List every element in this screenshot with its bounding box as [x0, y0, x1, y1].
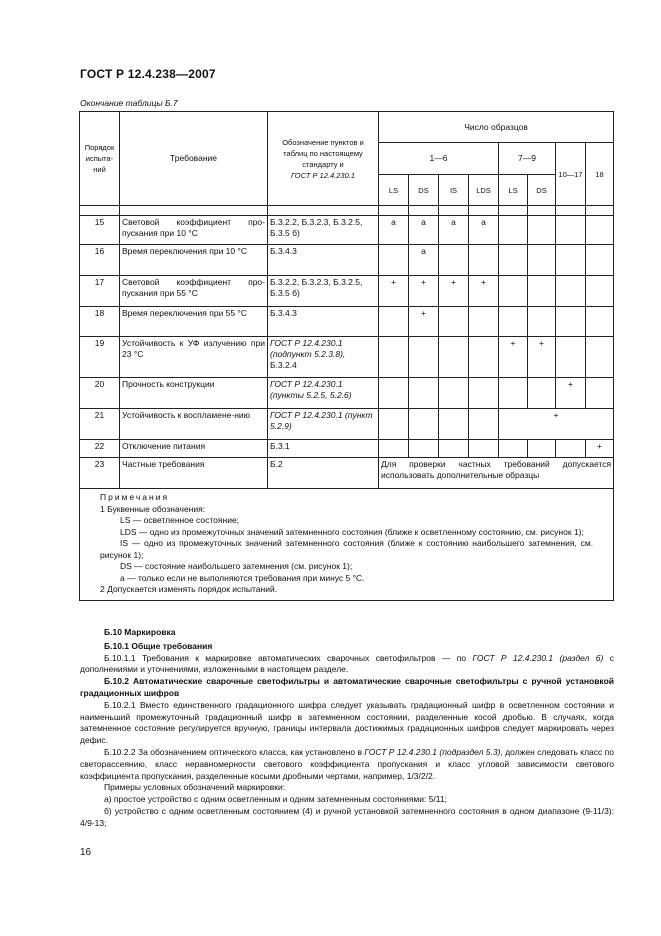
- header-group-10-17: 10—17: [556, 143, 586, 206]
- header-ds-2: DS: [528, 175, 556, 206]
- table-row: 21 Устойчивость к воспламене-нию ГОСТ Р 12.4.230.1 (пункт 5.2.9) +: [80, 409, 614, 440]
- header-ls: LS: [379, 175, 409, 206]
- table-row: 15 Световой коэффициент про-пускания при 10 °С Б.3.2.2, Б.3.2.3, Б.3.2.5, Б.3.5 б) а а а а: [80, 216, 614, 245]
- header-is: IS: [439, 175, 469, 206]
- header-reference-std: ГОСТ Р 12.4.230.1: [290, 170, 356, 180]
- table-row: 16 Время переключения при 10 °С Б.3.4.3 а: [80, 245, 614, 276]
- paragraph: а) простое устройство с одним осветленным и одним затемненным состояниями: 5/11;: [104, 794, 447, 805]
- header-lds: LDS: [469, 175, 499, 206]
- paragraph: Примеры условных обозначений маркировки:: [104, 782, 286, 793]
- header-requirement: Требование: [120, 112, 268, 206]
- header-ds: DS: [409, 175, 439, 206]
- header-reference-text: Обозначение пунктов и таблиц по настоящему стандарту и: [282, 137, 364, 169]
- paragraph: б) устройство с одним осветленным состоянием (4) и ручной установкой затемненного состояния в одном диапазоне (9-11/3): 4/9-13;: [80, 805, 614, 828]
- notes-line: IS — одно из промежуточных значений затемненного состояния (ближе к состоянию наибольшего затемнения, см. рисунок 1);: [100, 538, 594, 560]
- table-row: 19 Устойчивость к УФ излучению при 23 °С ГОСТ Р 12.4.230.1 (подпункт 5.2.3.8), Б.3.2.4 + +: [80, 337, 614, 378]
- paragraph: Б.10.1.1 Требования к маркировке автоматических сварочных светофильтров — по ГОСТ Р 12.4.230.1 (раздел 6) с дополнениями и уточнениями, изложенными в настоящем разделе.: [80, 652, 614, 675]
- paragraph: Б.10.2.1 Вместо единственного градационного шифра следует указывать градационный шифр в осветленном состоянии и наименьший промежуточный градационный шифр в затемненном состоянии, разделенные косой дробью. В случаях, когда затемненное состояние регулируется вручную, границы интервала достижимых градационных шифров следует маркировать через дефис.: [80, 699, 614, 746]
- paragraph: Б.10.2.2 За обозначением оптического класса, как установлено в ГОСТ Р 12.4.230.1 (подраздел 5.3), должен следовать класс по светорассеянию, класс неравномерности светового коэффициента пропускания и класс угловой зависимости светового коэффициента пропускания, разделенные косыми дробными чертами, например, 1/3/2/2.: [80, 746, 614, 781]
- header-ls-2: LS: [499, 175, 528, 206]
- table-row: 18 Время переключения при 55 °С Б.3.4.3 +: [80, 307, 614, 337]
- subsection-heading: Б.10.2 Автоматические сварочные светофильтры и автоматические сварочные светофильтры с ручной установкой градационных шифров: [80, 676, 614, 698]
- table-caption: Окончание таблицы Б.7: [80, 98, 178, 108]
- header-group-1-6: 1—6: [379, 143, 499, 175]
- notes-title: Примечания: [100, 492, 170, 502]
- header-order: Порядок испыта-ний: [80, 112, 120, 206]
- table-row: 23 Частные требования Б.2 Для проверки частных требований допускается использовать дополнительные образцы: [80, 458, 614, 489]
- notes-line: LS — осветленное состояние;: [120, 515, 240, 525]
- header-group-7-9: 7—9: [499, 143, 556, 175]
- table-row: 22 Отключение питания Б.3.1 +: [80, 440, 614, 458]
- table-row: 20 Прочность конструкции ГОСТ Р 12.4.230.1 (пункты 5.2.5, 5.2.6) +: [80, 378, 614, 409]
- header-reference: [268, 112, 379, 206]
- notes-line: DS — состояние наибольшего затемнения (см. рисунок 1);: [120, 561, 353, 571]
- section-heading: Б.10 Маркировка: [104, 627, 176, 637]
- subsection-heading: Б.10.1 Общие требования: [104, 640, 213, 651]
- header-samples: Число образцов: [379, 112, 614, 143]
- document-header: ГОСТ Р 12.4.238—2007: [80, 67, 216, 81]
- page-number: 16: [80, 847, 92, 858]
- notes-line: 2 Допускается изменять порядок испытаний.: [100, 584, 278, 594]
- notes-line: а — только если не выполняются требования при минус 5 °С.: [120, 572, 365, 583]
- table-notes: [80, 489, 614, 601]
- header-group-18: 18: [586, 143, 614, 206]
- table-row: 17 Световой коэффициент про-пускания при 55 °С Б.3.2.2, Б.3.2.3, Б.3.2.5, Б.3.5 б) + + + +: [80, 276, 614, 307]
- requirements-table: [79, 111, 614, 601]
- section-text: [80, 627, 614, 830]
- notes-line: LDS — одно из промежуточных значений затемненного состояния (ближе к осветленному состоянию, см. рисунок 1);: [120, 526, 584, 537]
- notes-line: 1 Буквенные обозначения:: [100, 503, 206, 514]
